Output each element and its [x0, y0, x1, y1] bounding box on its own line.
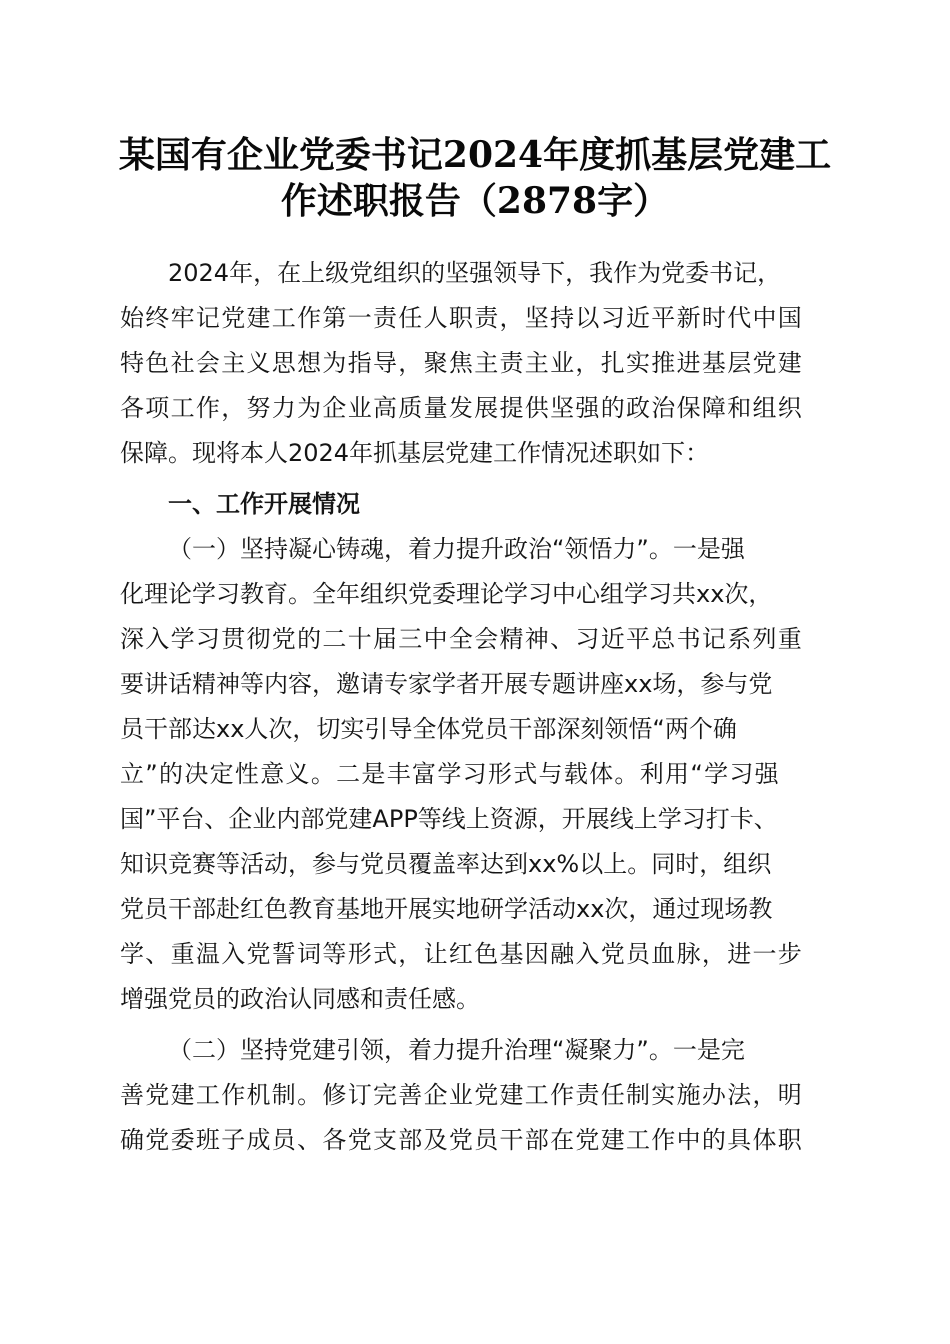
para1-line-11: 增强党员的政治认同感和责任感。 [120, 985, 480, 1013]
para1-line-9: 党员干部赴红色教育基地开展实地研学活动xx次，通过现场教 [120, 895, 773, 923]
paragraph-governance-cohesion [120, 1028, 840, 1163]
para1-line-6: 立”的决定性意义。二是丰富学习形式与载体。利用“学习强 [120, 760, 780, 788]
para1-line-3: 深入学习贯彻党的二十届三中全会精神、习近平总书记系列重 [120, 625, 804, 653]
para1-line-2: 化理论学习教育。全年组织党委理论学习中心组学习共xx次， [120, 580, 773, 608]
title-line-1: 某国有企业党委书记2024年度抓基层党建工 [118, 134, 832, 176]
para2-line-3: 确党委班子成员、各党支部及党员干部在党建工作中的具体职 [120, 1126, 804, 1154]
intro-line-2: 始终牢记党建工作第一责任人职责，坚持以习近平新时代中国 [120, 304, 804, 332]
intro-paragraph [120, 251, 840, 476]
para1-line-10: 学、重温入党誓词等形式，让红色基因融入党员血脉，进一步 [120, 940, 804, 968]
intro-line-3: 特色社会主义思想为指导，聚焦主责主业，扎实推进基层党建 [120, 349, 804, 377]
document-body [120, 251, 840, 1163]
para1-line-1: （一）坚持凝心铸魂，着力提升政治“领悟力”。一是强 [168, 535, 745, 563]
para2-line-2: 善党建工作机制。修订完善企业党建工作责任制实施办法，明 [120, 1081, 804, 1109]
para1-line-4: 要讲话精神等内容，邀请专家学者开展专题讲座xx场，参与党 [120, 670, 773, 698]
title-line-2: 作述职报告（2878字） [280, 180, 670, 222]
intro-line-4: 各项工作，努力为企业高质量发展提供坚强的政治保障和组织 [120, 394, 804, 422]
paragraph-political-awareness [120, 527, 840, 1022]
para2-line-1: （二）坚持党建引领，着力提升治理“凝聚力”。一是完 [168, 1036, 745, 1064]
intro-line-5: 保障。现将本人2024年抓基层党建工作情况述职如下： [120, 439, 710, 467]
para1-line-5: 员干部达xx人次，切实引导全体党员干部深刻领悟“两个确 [120, 715, 737, 743]
para1-line-7: 国”平台、企业内部党建APP等线上资源，开展线上学习打卡、 [120, 805, 778, 833]
document-title [100, 132, 850, 224]
section-heading-work: 一、工作开展情况 [168, 490, 360, 518]
intro-line-1: 2024年，在上级党组织的坚强领导下，我作为党委书记， [168, 259, 782, 287]
para1-line-8: 知识竞赛等活动，参与党员覆盖率达到xx%以上。同时，组织 [120, 850, 772, 878]
